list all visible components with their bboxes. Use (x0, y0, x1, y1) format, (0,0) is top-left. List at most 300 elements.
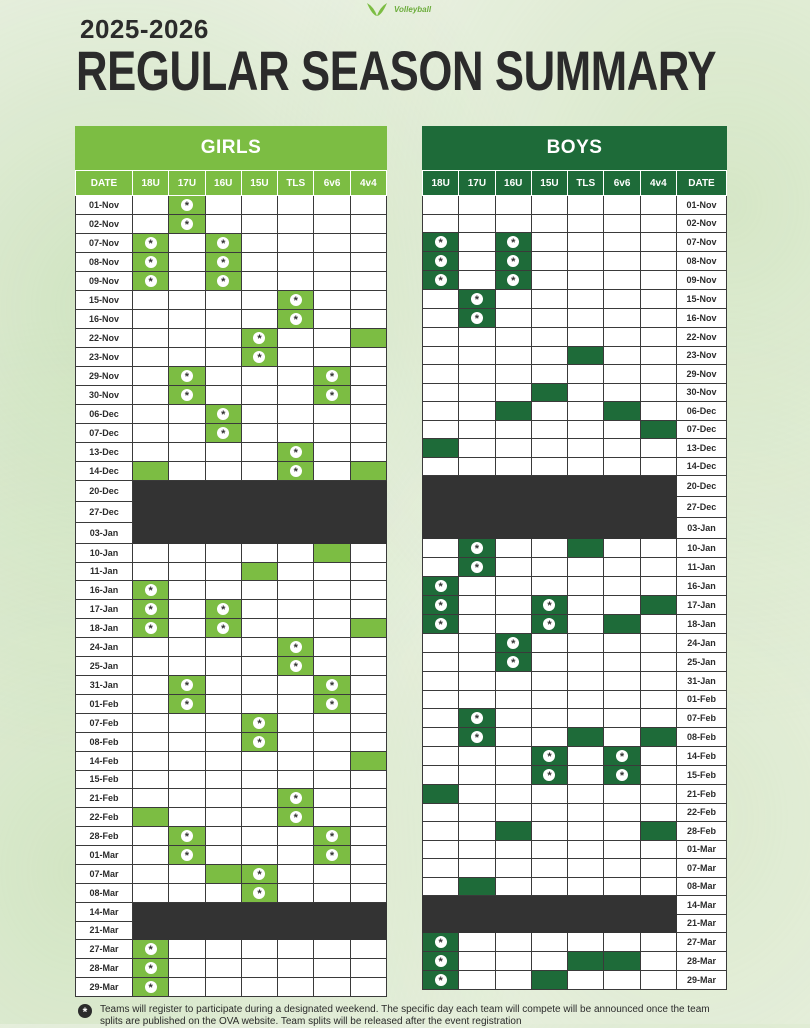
boys-table-row (423, 596, 727, 615)
footnote (78, 1004, 728, 1028)
asterisk-icon: * (217, 275, 229, 287)
asterisk-icon: * (543, 599, 555, 611)
boys-blocked-cell (459, 914, 495, 933)
logo-text: Volleyball (394, 4, 432, 14)
boys-event-cell (459, 558, 495, 577)
girls-cell (133, 657, 169, 676)
boys-cell (531, 840, 567, 859)
asterisk-icon: * (145, 622, 157, 634)
boys-cell (568, 672, 604, 691)
girls-cell (241, 978, 277, 997)
boys-cell (459, 615, 495, 634)
boys-cell (459, 196, 495, 215)
asterisk-icon: * (145, 962, 157, 974)
girls-event-cell (350, 462, 386, 481)
girls-date-cell: 07-Feb (76, 714, 133, 733)
girls-cell (314, 789, 350, 808)
boys-cell (531, 252, 567, 271)
girls-cell (314, 196, 350, 215)
girls-cell (133, 443, 169, 462)
boys-event-cell (423, 577, 459, 596)
girls-table-row (76, 329, 387, 348)
asterisk-icon: * (290, 641, 302, 653)
asterisk-icon: * (253, 351, 265, 363)
boys-cell (640, 747, 676, 766)
boys-event-cell (423, 252, 459, 271)
boys-cell (531, 233, 567, 252)
girls-cell (133, 752, 169, 771)
boys-blocked-cell (459, 497, 495, 518)
asterisk-icon: * (435, 974, 447, 986)
girls-cell (169, 733, 205, 752)
girls-cell (278, 884, 314, 903)
boys-cell (604, 457, 640, 476)
boys-column-header: 18U (423, 171, 459, 196)
boys-cell (459, 214, 495, 233)
girls-date-cell: 02-Nov (76, 215, 133, 234)
girls-cell (205, 310, 241, 329)
boys-blocked-cell (531, 497, 567, 518)
girls-event-cell (314, 544, 350, 563)
boys-event-cell (423, 971, 459, 990)
boys-cell (604, 271, 640, 290)
girls-cell (205, 215, 241, 234)
boys-cell (495, 539, 531, 558)
girls-cell (278, 272, 314, 291)
girls-event-cell (205, 600, 241, 619)
girls-blocked-cell (169, 481, 205, 502)
girls-column-header: TLS (278, 171, 314, 196)
boys-table-row (423, 803, 727, 822)
boys-cell (459, 457, 495, 476)
boys-blocked-cell (531, 476, 567, 497)
girls-cell (205, 959, 241, 978)
boys-date-cell: 13-Dec (677, 439, 727, 458)
boys-cell (640, 766, 676, 785)
asterisk-icon: * (253, 717, 265, 729)
asterisk-icon: * (181, 830, 193, 842)
boys-table-row (423, 497, 727, 518)
girls-cell (133, 846, 169, 865)
boys-column-header: 4v4 (640, 171, 676, 196)
girls-cell (314, 253, 350, 272)
girls-cell (314, 424, 350, 443)
girls-column-header: 17U (169, 171, 205, 196)
girls-event-cell (133, 600, 169, 619)
boys-table-row (423, 577, 727, 596)
asterisk-icon: * (435, 236, 447, 248)
boys-cell (423, 196, 459, 215)
girls-cell (350, 367, 386, 386)
boys-date-cell: 08-Nov (677, 252, 727, 271)
boys-cell (495, 365, 531, 384)
girls-cell (314, 657, 350, 676)
boys-cell (640, 457, 676, 476)
asterisk-icon: * (326, 849, 338, 861)
boys-date-cell: 01-Mar (677, 840, 727, 859)
asterisk-icon: * (290, 446, 302, 458)
girls-date-cell: 22-Feb (76, 808, 133, 827)
boys-event-cell (604, 766, 640, 785)
boys-cell (568, 596, 604, 615)
girls-event-cell (314, 827, 350, 846)
boys-cell (495, 877, 531, 896)
boys-cell (495, 596, 531, 615)
boys-date-cell: 27-Dec (677, 497, 727, 518)
girls-cell (133, 733, 169, 752)
boys-cell (423, 402, 459, 421)
boys-cell (640, 634, 676, 653)
asterisk-icon: * (326, 698, 338, 710)
boys-date-cell: 29-Mar (677, 971, 727, 990)
girls-date-cell: 22-Nov (76, 329, 133, 348)
girls-cell (350, 827, 386, 846)
girls-cell (169, 462, 205, 481)
girls-table-row (76, 846, 387, 865)
girls-blocked-cell (314, 502, 350, 523)
girls-cell (205, 462, 241, 481)
girls-blocked-cell (314, 481, 350, 502)
girls-date-cell: 16-Nov (76, 310, 133, 329)
season-year: 2025-2026 (80, 14, 209, 44)
girls-cell (314, 310, 350, 329)
asterisk-icon: * (507, 255, 519, 267)
girls-event-cell (314, 386, 350, 405)
girls-date-cell: 28-Feb (76, 827, 133, 846)
girls-cell (169, 329, 205, 348)
girls-cell (169, 940, 205, 959)
girls-cell (205, 884, 241, 903)
boys-cell (531, 539, 567, 558)
boys-cell (495, 709, 531, 728)
girls-cell (133, 827, 169, 846)
boys-cell (459, 420, 495, 439)
asterisk-icon: * (181, 849, 193, 861)
boys-cell (423, 539, 459, 558)
boys-event-cell (531, 971, 567, 990)
asterisk-icon: * (326, 830, 338, 842)
boys-cell (640, 346, 676, 365)
girls-cell (241, 846, 277, 865)
asterisk-icon: * (145, 981, 157, 993)
girls-table-row (76, 234, 387, 253)
girls-cell (278, 367, 314, 386)
girls-date-cell: 13-Dec (76, 443, 133, 462)
girls-cell (278, 600, 314, 619)
girls-column-header: 18U (133, 171, 169, 196)
boys-cell (604, 840, 640, 859)
girls-blocked-cell (169, 523, 205, 544)
girls-table-row (76, 215, 387, 234)
boys-cell (459, 952, 495, 971)
volleyball-leaf-icon (364, 1, 390, 17)
girls-blocked-cell (314, 903, 350, 922)
girls-cell (278, 544, 314, 563)
girls-date-cell: 01-Nov (76, 196, 133, 215)
boys-cell (568, 328, 604, 347)
boys-table-row (423, 822, 727, 841)
boys-cell (568, 196, 604, 215)
asterisk-icon: * (471, 561, 483, 573)
girls-blocked-cell (169, 903, 205, 922)
girls-event-cell (205, 424, 241, 443)
asterisk-icon: * (507, 274, 519, 286)
asterisk-icon: * (435, 936, 447, 948)
boys-cell (459, 252, 495, 271)
girls-cell (278, 733, 314, 752)
boys-blocked-cell (495, 476, 531, 497)
girls-cell (133, 310, 169, 329)
boys-event-cell (604, 402, 640, 421)
asterisk-icon: * (217, 256, 229, 268)
boys-date-cell: 24-Jan (677, 634, 727, 653)
girls-cell (205, 367, 241, 386)
boys-cell (459, 971, 495, 990)
boys-blocked-cell (640, 518, 676, 539)
girls-heading: GIRLS (75, 126, 387, 170)
girls-event-cell (133, 808, 169, 827)
boys-cell (423, 709, 459, 728)
girls-cell (169, 443, 205, 462)
girls-date-cell: 24-Jan (76, 638, 133, 657)
girls-cell (169, 865, 205, 884)
boys-cell (568, 785, 604, 804)
girls-cell (133, 215, 169, 234)
girls-cell (314, 329, 350, 348)
girls-cell (241, 405, 277, 424)
girls-event-cell (278, 808, 314, 827)
boys-cell (495, 558, 531, 577)
boys-cell (495, 457, 531, 476)
boys-table-row (423, 653, 727, 672)
girls-event-cell (169, 196, 205, 215)
boys-table-row (423, 672, 727, 691)
boys-event-cell (568, 728, 604, 747)
girls-cell (278, 424, 314, 443)
boys-date-cell: 28-Feb (677, 822, 727, 841)
girls-cell (133, 676, 169, 695)
girls-date-cell: 09-Nov (76, 272, 133, 291)
boys-cell (568, 933, 604, 952)
boys-date-cell: 16-Jan (677, 577, 727, 596)
girls-cell (241, 196, 277, 215)
asterisk-icon: * (253, 332, 265, 344)
girls-blocked-cell (241, 502, 277, 523)
girls-cell (205, 291, 241, 310)
boys-cell (459, 859, 495, 878)
asterisk-icon: * (471, 712, 483, 724)
boys-date-cell: 30-Nov (677, 383, 727, 402)
girls-cell (350, 581, 386, 600)
girls-cell (133, 638, 169, 657)
girls-date-cell: 30-Nov (76, 386, 133, 405)
girls-event-cell (133, 940, 169, 959)
boys-table-row (423, 877, 727, 896)
boys-date-cell: 14-Mar (677, 896, 727, 915)
girls-cell (350, 884, 386, 903)
boys-event-cell (531, 596, 567, 615)
girls-cell (169, 770, 205, 789)
boys-cell (459, 577, 495, 596)
boys-event-cell (495, 822, 531, 841)
boys-cell (604, 877, 640, 896)
boys-cell (495, 785, 531, 804)
boys-cell (604, 971, 640, 990)
boys-cell (568, 558, 604, 577)
boys-cell (531, 402, 567, 421)
boys-cell (495, 840, 531, 859)
girls-event-cell (133, 581, 169, 600)
boys-date-cell: 07-Feb (677, 709, 727, 728)
asterisk-icon: * (217, 427, 229, 439)
girls-blocked-cell (278, 903, 314, 922)
girls-event-cell (169, 676, 205, 695)
boys-cell (568, 653, 604, 672)
boys-date-cell: 06-Dec (677, 402, 727, 421)
girls-cell (205, 657, 241, 676)
girls-event-cell (278, 657, 314, 676)
girls-cell (314, 959, 350, 978)
boys-cell (423, 859, 459, 878)
girls-table-row (76, 695, 387, 714)
girls-cell (314, 978, 350, 997)
girls-cell (350, 405, 386, 424)
asterisk-icon: * (181, 370, 193, 382)
boys-cell (604, 822, 640, 841)
boys-blocked-cell (423, 497, 459, 518)
boys-cell (568, 690, 604, 709)
boys-cell (495, 728, 531, 747)
girls-event-cell (241, 733, 277, 752)
boys-event-cell (495, 402, 531, 421)
girls-cell (169, 581, 205, 600)
boys-cell (531, 290, 567, 309)
boys-cell (640, 933, 676, 952)
girls-cell (314, 348, 350, 367)
boys-cell (531, 785, 567, 804)
girls-table-row (76, 978, 387, 997)
boys-cell (640, 577, 676, 596)
asterisk-icon: * (181, 389, 193, 401)
girls-cell (314, 443, 350, 462)
boys-cell (640, 365, 676, 384)
girls-cell (169, 808, 205, 827)
girls-cell (241, 789, 277, 808)
girls-blocked-cell (205, 502, 241, 523)
girls-event-cell (133, 272, 169, 291)
boys-cell (531, 196, 567, 215)
asterisk-icon: * (181, 679, 193, 691)
girls-cell (314, 405, 350, 424)
asterisk-icon: * (435, 618, 447, 630)
girls-cell (205, 348, 241, 367)
girls-table-row (76, 827, 387, 846)
boys-cell (604, 233, 640, 252)
boys-blocked-cell (495, 914, 531, 933)
boys-event-cell (640, 420, 676, 439)
girls-cell (350, 846, 386, 865)
boys-blocked-cell (459, 896, 495, 915)
girls-blocked-cell (241, 481, 277, 502)
girls-cell (205, 846, 241, 865)
boys-cell (531, 439, 567, 458)
boys-cell (459, 596, 495, 615)
girls-cell (350, 234, 386, 253)
girls-cell (169, 310, 205, 329)
girls-cell (314, 733, 350, 752)
boys-cell (459, 271, 495, 290)
boys-table-row (423, 728, 727, 747)
asterisk-icon: * (471, 293, 483, 305)
boys-column-header: TLS (568, 171, 604, 196)
boys-event-cell (568, 952, 604, 971)
girls-cell (350, 657, 386, 676)
girls-table-row (76, 424, 387, 443)
girls-table-row (76, 581, 387, 600)
girls-table-row (76, 405, 387, 424)
boys-cell (495, 577, 531, 596)
asterisk-icon: * (145, 275, 157, 287)
asterisk-icon: * (290, 294, 302, 306)
girls-cell (278, 215, 314, 234)
boys-date-cell: 16-Nov (677, 309, 727, 328)
asterisk-icon: * (435, 255, 447, 267)
boys-event-cell (604, 952, 640, 971)
girls-cell (314, 600, 350, 619)
girls-event-cell (241, 329, 277, 348)
girls-table-row (76, 657, 387, 676)
boys-cell (423, 803, 459, 822)
girls-cell (350, 789, 386, 808)
girls-blocked-cell (241, 903, 277, 922)
girls-table-row (76, 502, 387, 523)
boys-cell (423, 653, 459, 672)
boys-cell (604, 634, 640, 653)
boys-date-cell: 07-Dec (677, 420, 727, 439)
boys-cell (531, 933, 567, 952)
boys-cell (495, 290, 531, 309)
girls-date-cell: 14-Dec (76, 462, 133, 481)
asterisk-icon: * (145, 256, 157, 268)
boys-panel (422, 126, 727, 990)
girls-cell (278, 348, 314, 367)
girls-cell (169, 714, 205, 733)
boys-cell (604, 539, 640, 558)
girls-cell (350, 562, 386, 581)
girls-cell (241, 657, 277, 676)
boys-blocked-cell (568, 914, 604, 933)
boys-blocked-cell (568, 497, 604, 518)
girls-cell (205, 695, 241, 714)
boys-cell (568, 439, 604, 458)
logo (364, 0, 431, 18)
boys-cell (568, 747, 604, 766)
girls-cell (350, 638, 386, 657)
girls-event-cell (278, 789, 314, 808)
boys-cell (423, 877, 459, 896)
girls-blocked-cell (205, 903, 241, 922)
boys-cell (459, 233, 495, 252)
boys-cell (604, 328, 640, 347)
girls-table-row (76, 714, 387, 733)
girls-cell (241, 443, 277, 462)
boys-cell (459, 365, 495, 384)
boys-table-row (423, 402, 727, 421)
boys-blocked-cell (531, 518, 567, 539)
girls-event-cell (350, 619, 386, 638)
boys-cell (423, 634, 459, 653)
girls-column-header: 16U (205, 171, 241, 196)
